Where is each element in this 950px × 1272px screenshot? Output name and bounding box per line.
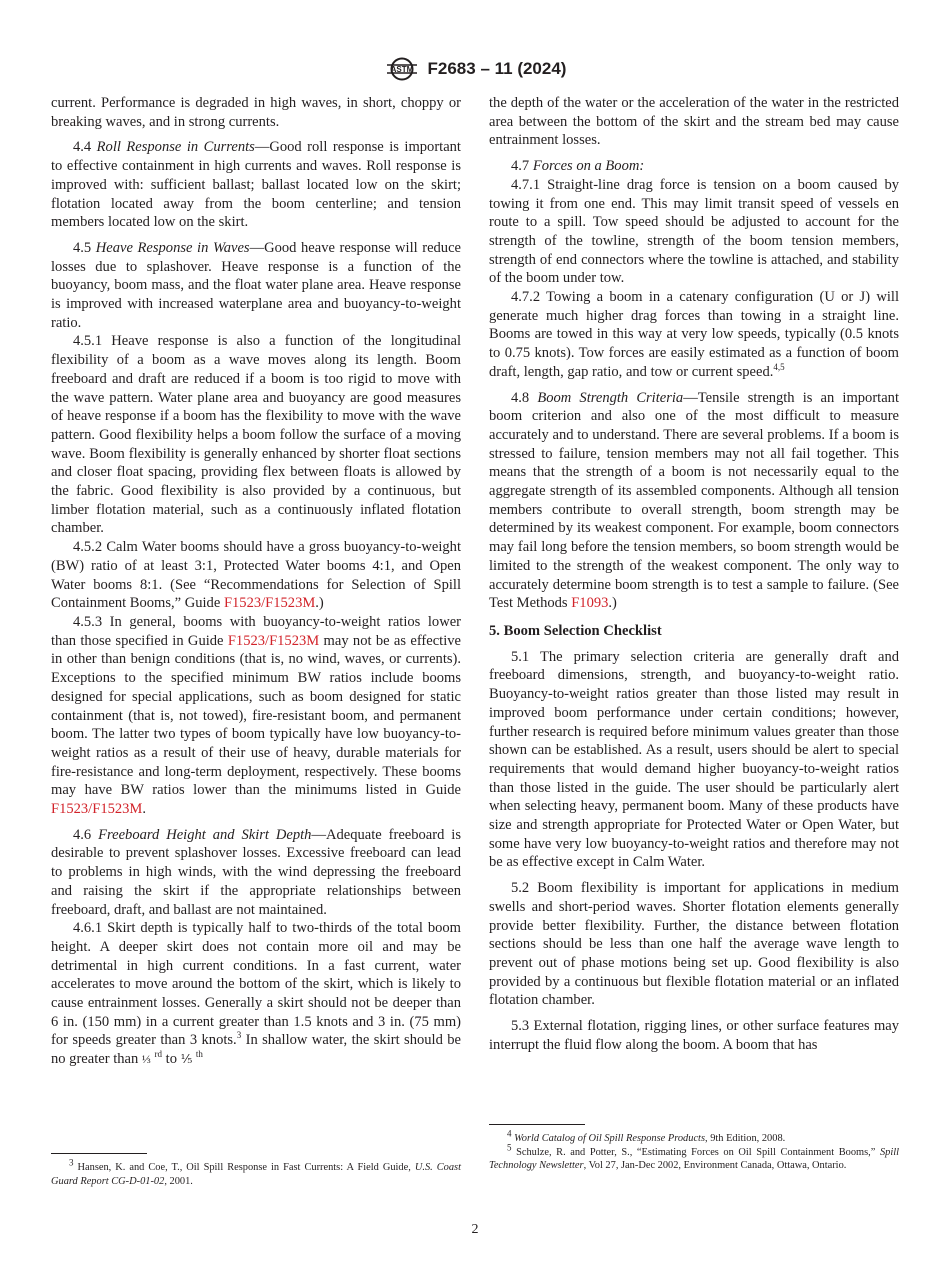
paragraph-continued: current. Performance is degraded in high waves, in short, choppy or breaking waves, and in strong currents. [51,95,461,130]
svg-text:ASTM: ASTM [390,65,413,74]
left-column [51,94,461,1069]
section-4-5: 4.5 Heave Response in Waves—Good heave response will reduce losses due to splashover. Heave response is a function of the buoyancy, boom mass, and the float water plane area. Heave response is improved with increased waterplane area and buoyancy-to-weight ratio. [51,239,461,331]
footnote-ref-3[interactable]: 3 [236,1030,242,1041]
astm-logo-icon [384,56,420,82]
right-column [489,94,899,1054]
section-4-7-1: 4.7.1 Straight-line drag force is tension on a boom caused by towing it from one end. This may limit transit speed of vessels en route to a spill. Tow speed should be adjusted to account for the strength of the towline, strength of the boom tension members, strength of end connectors where the towline is attached, and stability of the boom under tow. [489,176,899,287]
section-4-6: 4.6 Freeboard Height and Skirt Depth—Adequate freeboard is desirable to prevent splashover losses. Excessive freeboard can lead to problems in high winds, with the wind depressing the freeboard and raising the skirt if the appropriate relationships between freeboard, draft, and ballast are not maintained. [51,826,462,918]
section-4-4: 4.4 Roll Response in Currents—Good roll response is important to effective containment in high currents and waves. Roll response is improved with: sufficient ballast; ballast located low on the skirt; flotation located away from the boom centerline; and tension members located low on the skirt. [51,139,461,231]
section-4-5-3: 4.5.3 In general, booms with buoyancy-to-weight ratios lower than those specified in Guide F1523/F1523M may not be as effective in other than benign conditions (that is, no wind, waves, or currents). Exceptions to the specified minimum BW ratios include booms designed for special applications, such as boom designed for static containment (that is, not towed), fire-resistant boom, and permanent boom. The latter two types of boom typically have low buoyancy-to-weight ratios as a result of their use of heavy, durable materials for fire-resistance and long-term deployment, respectively. These booms may have BW ratios lower than the minimums listed in Guide F1523/F1523M. [51,613,462,818]
section-4-5-2: 4.5.2 Calm Water booms should have a gross buoyancy-to-weight (BW) ratio of at least 3:1, Protected Water booms 4:1, and Open Water booms 8:1. (See “Recommendations for Selection of Spill Containment Booms,” Guide F1523/F1523M.) [51,539,461,612]
section-4-8-title: Boom Strength Criteria [537,389,684,406]
paragraph-continued: the depth of the water or the acceleration of the water in the restricted area between the bottom of the skirt and the stream bed may cause entrainment losses. [489,95,899,149]
link-f1523[interactable]: F1523/F1523M [223,595,316,612]
footnote-ref-4-5[interactable]: 4,5 [773,362,785,372]
footnote-5: $^5$ Schulze, R. and Potter, S., “Estimating Forces on Oil Spill Containment Booms,” Spill Technology Newsletter, Vol 27, Jan-Dec 2002, Environment Canada, Ottawa, Ontario. [489,1142,899,1172]
document-id: F2683 – 11 (2024) [427,59,567,78]
footnote-4: $^4$ World Catalog of Oil Spill Response Products, 9th Edition, 2008. [507,1128,786,1144]
section-4-5-title: Heave Response in Waves [95,239,250,256]
page-header [0,56,950,82]
section-5-heading: 5. Boom Selection Checklist [489,622,662,639]
section-4-4-title: Roll Response in Currents [96,139,255,156]
footnotes-left [51,1157,461,1188]
section-4-7-title: Forces on a Boom: [532,158,645,175]
section-5-1: 5.1 The primary selection criteria are generally draft and freeboard dimensions, strength, and buoyancy-to-weight ratio. Buoyancy-to-weight ratios greater than those listed may result in improved boom performance under certain conditions; however, further research is required before minimum values greater than those shown can be established. As a result, users should be alert to special requirements that would demand higher buoyancy-to-weight ratios than those listed in the guide. The user should be particularly alert when selecting heavy, permanent boom. Many of these products have size and strength appropriate for Protected Water or Open Water, but some have very low buoyancy-to-weight ratios and therefore may not be as effective except in Calm Water. [489,648,899,871]
section-4-5-1: 4.5.1 Heave response is also a function of the longitudinal flexibility of a boom as a wave moves along its length. Boom freeboard and draft are reduced if a boom is too rigid to move with the wave pattern. Water plane area and buoyancy are good measures of heave response if a boom has the flexibility to move with the wave pattern. Good flexibility helps a boom follow the surface of a moving wave. Boom flexibility is generally enhanced by shorter float sections and closer float spacing, providing flex between floats is allowed by the fabric. Good flexibility is also provided by a continuous, but limber flotation material, such as a continuously inflated flotation chamber. [51,333,461,537]
link-f1523[interactable]: F1523/F1523M [227,632,320,649]
section-4-7-2: 4.7.2 Towing a boom in a catenary configuration (U or J) will generate much higher drag forces than towing in a straight line. Booms are towed in this way at very low speeds, typically (0.5 knots to 0.75 knots). Tow forces are easily estimated as a function of boom draft, length, gap ratio, and tow or current speed.$^{4,5}$ [489,289,899,380]
link-f1523[interactable]: F1523/F1523M [51,801,143,818]
section-4-6-1: 4.6.1 Skirt depth is typically half to two-thirds of the total boom height. A deeper skirt does not contain more oil and may be detrimental in high current conditions. In a fast current, water accelerates to move around the bottom of the skirt, which is likely to cause entrainment losses. Generally a skirt should not be deeper than 6 in. (150 mm) in a current greater than 1.5 knots and 3 in. (75 mm) for speeds greater than 3 knots.$^3$ In shallow water, the skirt should be no greater than ⅓ $^{rd}$ to ⅕ $^{th}$ [51,920,461,1068]
link-f1093[interactable]: F1093 [571,595,609,612]
section-4-8: 4.8 Boom Strength Criteria—Tensile strength is an important boom criterion and also one of the most difficult to measure accurately and to understand. There are several problems. If a boom is stressed to failure, tension members may not all fail together. This means that the strength of a boom is not necessarily equal to the aggregate strength of its assembled components. Although all tension members contribute to overall strength, boom strength may be determined by its weakest component. For example, boom connectors may fail long before the tension members, so boom strength would be limited to the strength of the weakest component. The only way to accurately determine boom strength is to test a sample to failure. (See Test Methods F1093.) [489,389,899,612]
footnotes-right [489,1128,899,1173]
footnote-rule-right [489,1124,585,1125]
section-4-7: 4.7 Forces on a Boom: [511,158,645,175]
section-5-2: 5.2 Boom flexibility is important for applications in medium swells and short-period waves. Shorter flotation elements generally provide better flexibility. Further, the distance between flotation sections should be less than one half the average wave length to prevent out of phase motions being set up. Good flexibility is also provided by a continuous but flexible flotation material or an inflated flotation chamber. [489,880,899,1009]
footnote-rule-left [51,1153,147,1154]
footnote-3: $^3$ Hansen, K. and Coe, T., Oil Spill Response in Fast Currents: A Field Guide, U.S. Coast Guard Report CG-D-01-02, 2001. [51,1157,461,1187]
section-5-3: 5.3 External flotation, rigging lines, or other surface features may interrupt the fluid flow along the boom. A boom that has [489,1018,899,1053]
page-number: 2 [471,1222,479,1237]
section-4-6-title: Freeboard Height and Skirt Depth [98,826,312,843]
